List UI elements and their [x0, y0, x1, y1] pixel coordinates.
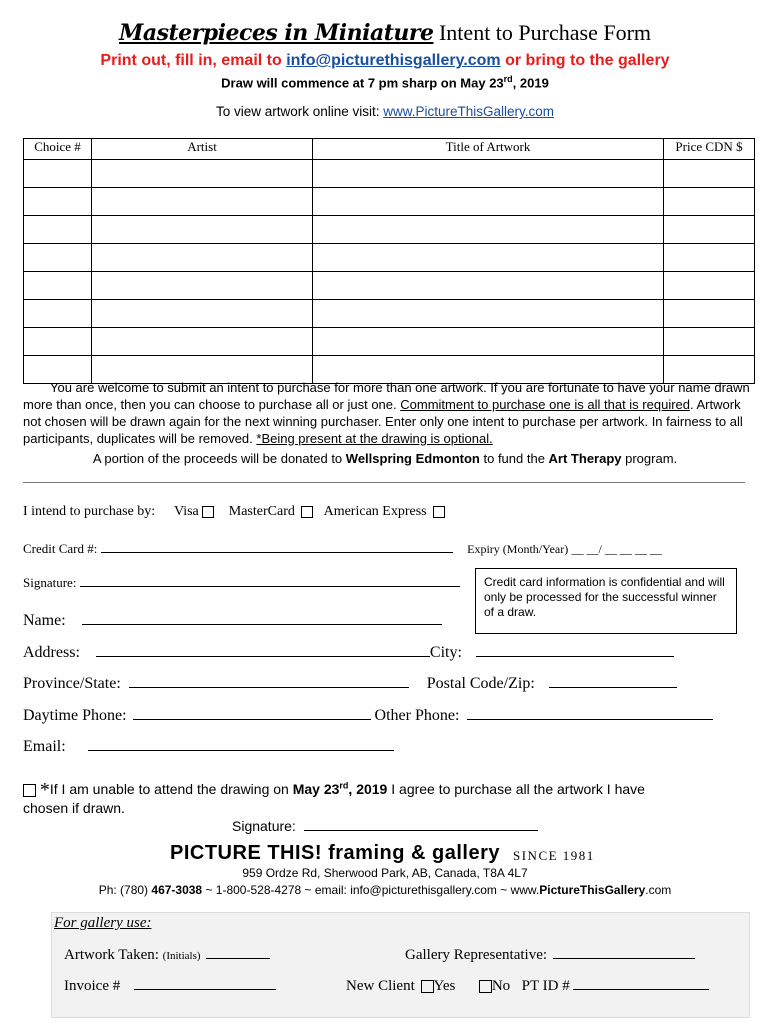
title-cell[interactable]	[313, 272, 664, 300]
address-label: Address:	[23, 644, 80, 661]
view-online	[0, 104, 770, 119]
header-title: Title of Artwork	[313, 139, 664, 160]
postal-field[interactable]	[549, 675, 677, 688]
table-row	[24, 216, 755, 244]
agreement-date: May 23	[292, 781, 340, 797]
title-cell[interactable]	[313, 160, 664, 188]
header-choice: Choice #	[24, 139, 92, 160]
donation-note	[0, 451, 770, 466]
email-field[interactable]	[88, 738, 394, 751]
gallery-logo: PICTURE THIS! framing & gallery	[170, 842, 500, 864]
para-2: . Artwork not chosen will be drawn again for the next winning purchaser. Enter only one intent to purchase per artwork. In fairness to all participants, duplicates will be removed.	[23, 397, 743, 446]
expiry-label: Expiry (Month/Year)	[467, 542, 569, 556]
initials-label: (Initials)	[162, 950, 201, 962]
new-client-row	[346, 977, 709, 995]
email-label: Email:	[23, 738, 66, 755]
draw-sup: rd	[503, 74, 513, 84]
gallery-url-link[interactable]: www.PictureThisGallery.com	[383, 104, 555, 119]
choice-cell[interactable]	[24, 328, 92, 356]
name-field[interactable]	[82, 612, 442, 625]
artist-cell[interactable]	[92, 272, 313, 300]
choice-cell[interactable]	[24, 188, 92, 216]
choice-cell[interactable]	[24, 160, 92, 188]
contact-ph-prefix: Ph: (780)	[98, 883, 152, 897]
signature-label: Signature:	[23, 575, 77, 590]
agreement-line-2: chosen if drawn.	[23, 800, 125, 816]
view-prefix: To view artwork online visit:	[215, 104, 384, 119]
mastercard-label: MasterCard	[228, 504, 295, 519]
phone-row	[23, 707, 713, 725]
draw-date	[0, 74, 770, 90]
title-cell[interactable]	[313, 328, 664, 356]
para-2-underline: *Being present at the drawing is optional.	[256, 431, 493, 446]
draw-suffix: , 2019	[512, 75, 549, 91]
payment-label: I intend to purchase by:	[23, 504, 156, 519]
donation-program: Art Therapy	[548, 451, 622, 466]
postal-label: Postal Code/Zip:	[426, 675, 535, 692]
province-label: Province/State:	[23, 675, 121, 692]
title-cell[interactable]	[313, 244, 664, 272]
day-phone-label: Daytime Phone:	[23, 707, 127, 724]
yes-label: Yes	[433, 978, 456, 994]
para-1-underline: Commitment to purchase one is all that is required	[400, 397, 690, 412]
title-cell[interactable]	[313, 188, 664, 216]
signature-field[interactable]	[80, 574, 460, 587]
price-cell[interactable]	[664, 272, 755, 300]
gallery-use-heading: For gallery use:	[54, 915, 152, 931]
title-cell[interactable]	[313, 216, 664, 244]
table-row	[24, 244, 755, 272]
artist-cell[interactable]	[92, 188, 313, 216]
artist-cell[interactable]	[92, 328, 313, 356]
artwork-taken-label: Artwork Taken:	[64, 947, 159, 963]
agreement-prefix: If I am unable to attend the drawing on	[49, 781, 293, 797]
agreement-signature-field[interactable]	[304, 818, 538, 831]
payment-method-row	[23, 504, 445, 520]
province-field[interactable]	[129, 675, 409, 688]
title-script: Masterpieces in Miniature	[118, 20, 434, 46]
agreement-line-1	[23, 779, 645, 802]
name-label: Name:	[23, 612, 66, 629]
title-cell[interactable]	[313, 300, 664, 328]
price-cell[interactable]	[664, 216, 755, 244]
new-client-label: New Client	[346, 978, 415, 994]
new-client-yes-checkbox[interactable]	[421, 980, 434, 993]
pt-id-field[interactable]	[573, 977, 709, 990]
price-cell[interactable]	[664, 244, 755, 272]
credit-card-row	[23, 540, 662, 557]
invoice-field[interactable]	[134, 977, 276, 990]
visa-checkbox[interactable]	[202, 506, 214, 518]
other-phone-label: Other Phone:	[374, 707, 460, 724]
gallery-rep-row	[405, 946, 695, 964]
table-row	[24, 300, 755, 328]
province-row	[23, 675, 677, 693]
price-cell[interactable]	[664, 188, 755, 216]
artist-cell[interactable]	[92, 244, 313, 272]
other-phone-field[interactable]	[467, 707, 713, 720]
amex-checkbox[interactable]	[433, 506, 445, 518]
instr-suffix: or bring to the gallery	[500, 52, 670, 69]
email-row	[23, 738, 394, 756]
agreement-star: *	[39, 779, 50, 801]
agreement-signature-label: Signature:	[232, 818, 296, 834]
table-body	[24, 160, 755, 384]
instructions	[0, 52, 770, 70]
table-row	[24, 188, 755, 216]
divider	[23, 482, 745, 483]
para-1: You are welcome to submit an intent to purchase for more than one artwork. If you are fortunate to have your name drawn more than once, then you can choose to purchase all or just one.	[23, 380, 750, 412]
price-cell[interactable]	[664, 328, 755, 356]
donation-suffix: program.	[621, 451, 678, 466]
table-row	[24, 272, 755, 300]
cc-number-field[interactable]	[101, 540, 453, 553]
agreement-date-sup: rd	[339, 780, 349, 791]
contact-end: .com	[645, 883, 672, 897]
city-label: City:	[429, 644, 462, 661]
gallery-rep-label: Gallery Representative:	[405, 947, 548, 963]
form-title	[0, 20, 770, 46]
choice-cell[interactable]	[24, 216, 92, 244]
mastercard-checkbox[interactable]	[301, 506, 313, 518]
instr-email-link[interactable]: info@picturethisgallery.com	[286, 52, 501, 69]
gallery-contact	[0, 883, 770, 897]
visa-label: Visa	[173, 504, 199, 519]
instr-prefix: Print out, fill in, email to	[100, 52, 287, 69]
title-rest: Intent to Purchase Form	[438, 20, 652, 45]
agreement-suffix: I agree to purchase all the artwork I have	[387, 781, 645, 797]
since-text: SINCE 1981	[513, 848, 595, 863]
new-client-no-checkbox[interactable]	[479, 980, 492, 993]
donation-mid: to fund the	[479, 451, 549, 466]
signature-row	[23, 574, 460, 591]
draw-prefix: Draw will commence at 7 pm sharp on May 23	[221, 75, 504, 91]
choice-cell[interactable]	[24, 300, 92, 328]
table-row	[24, 328, 755, 356]
city-field[interactable]	[476, 644, 674, 657]
choice-cell[interactable]	[24, 244, 92, 272]
price-cell[interactable]	[664, 300, 755, 328]
table-row	[24, 160, 755, 188]
invoice-row	[64, 977, 276, 995]
gallery-address: 959 Ordze Rd, Sherwood Park, AB, Canada, T8A 4L7	[242, 866, 528, 880]
gallery-rep-field[interactable]	[553, 946, 695, 959]
header-artist: Artist	[92, 139, 313, 160]
agreement-year: , 2019	[348, 781, 388, 797]
choice-cell[interactable]	[24, 272, 92, 300]
invoice-label: Invoice #	[64, 978, 121, 994]
contact-rest: ~ 1-800-528-4278 ~ email: info@picturethisgallery.com ~ www.	[202, 883, 540, 897]
header-price: Price CDN $	[664, 139, 755, 160]
contact-ph-number: 467-3038	[151, 883, 203, 897]
contact-site: PictureThisGallery	[539, 883, 646, 897]
agreement-signature-row	[232, 818, 538, 834]
no-label: No	[491, 978, 511, 994]
artwork-taken-field[interactable]	[206, 946, 270, 959]
donation-org: Wellspring Edmonton	[345, 451, 480, 466]
intro-paragraph	[23, 379, 751, 447]
address-row	[23, 644, 674, 662]
artwork-taken-row	[64, 946, 270, 964]
artist-cell[interactable]	[92, 160, 313, 188]
name-row	[23, 612, 442, 630]
expiry-field[interactable]: __ __/ __ __ __ __	[571, 542, 662, 556]
address-field[interactable]	[96, 644, 430, 657]
gallery-use-box	[51, 912, 750, 1018]
day-phone-field[interactable]	[133, 707, 371, 720]
artwork-table	[23, 138, 755, 384]
amex-label: American Express	[323, 504, 427, 519]
cc-confidential-note: Credit card information is confidential and will only be processed for the successful winner of a draw.	[475, 568, 737, 634]
donation-prefix: A portion of the proceeds will be donated to	[92, 451, 346, 466]
artist-cell[interactable]	[92, 300, 313, 328]
pt-id-label: PT ID #	[521, 978, 570, 994]
cc-label: Credit Card #:	[23, 541, 98, 556]
agreement-checkbox[interactable]	[23, 784, 36, 797]
artist-cell[interactable]	[92, 216, 313, 244]
price-cell[interactable]	[664, 160, 755, 188]
